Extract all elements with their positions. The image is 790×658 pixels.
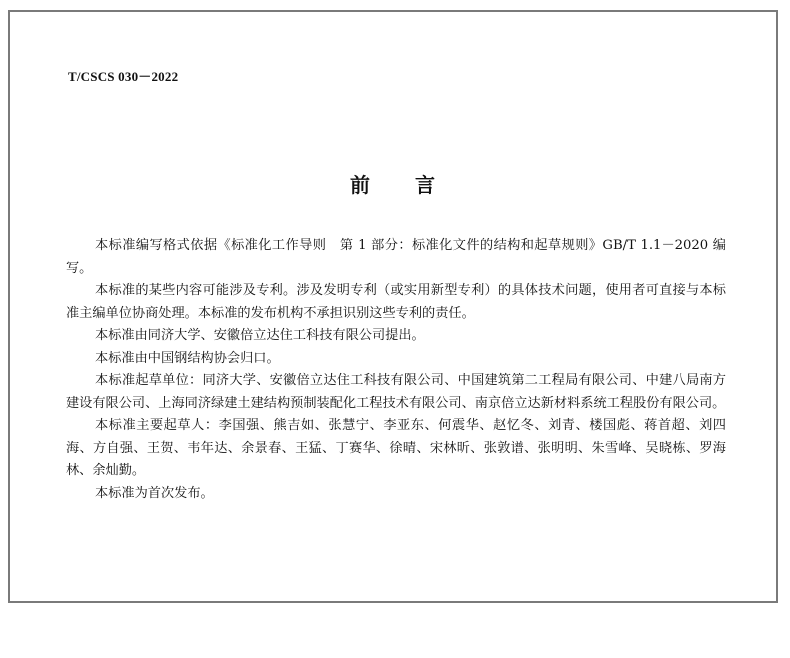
paragraph-centralized-unit: 本标准由中国钢结构协会归口。	[95, 350, 280, 366]
standard-code: T/CSCS 030－2022	[68, 69, 179, 84]
page-title	[10, 169, 776, 198]
foreword-body	[66, 235, 726, 505]
paragraph-first-release: 本标准为首次发布。	[95, 485, 214, 501]
title-char-2: 言	[415, 173, 436, 197]
paragraph-patent-notice: 本标准的某些内容可能涉及专利。涉及发明专利（或实用新型专利）的具体技术问题，使用者可直接与本标准主编单位协商处理。本标准的发布机构不承担识别这些专利的责任。	[66, 283, 726, 321]
paragraph-drafting-units: 本标准起草单位：同济大学、安徽倍立达住工科技有限公司、中国建筑第二工程局有限公司、中建八局南方建设有限公司、上海同济绿建土建结构预制装配化工程技术有限公司、南京倍立达新材料系统工程股份有限公司。	[66, 373, 726, 411]
paragraph-proposer: 本标准由同济大学、安徽倍立达住工科技有限公司提出。	[95, 328, 425, 343]
document-page	[8, 10, 778, 603]
title-char-1: 前	[350, 173, 371, 197]
paragraph-format-basis: 本标准编写格式依据《标准化工作导则 第 1 部分：标准化文件的结构和起草规则》GB/T 1.1－2020 编写。	[66, 238, 726, 276]
paragraph-drafters: 本标准主要起草人：李国强、熊吉如、张慧宁、李亚东、何震华、赵忆冬、刘青、楼国彪、蒋首超、刘四海、方自强、王贺、韦年达、余景春、王猛、丁赛华、徐晴、宋林昕、张敦谱、张明明、朱雪峰、吴晓栋、罗海林、余灿勤。	[66, 418, 726, 478]
